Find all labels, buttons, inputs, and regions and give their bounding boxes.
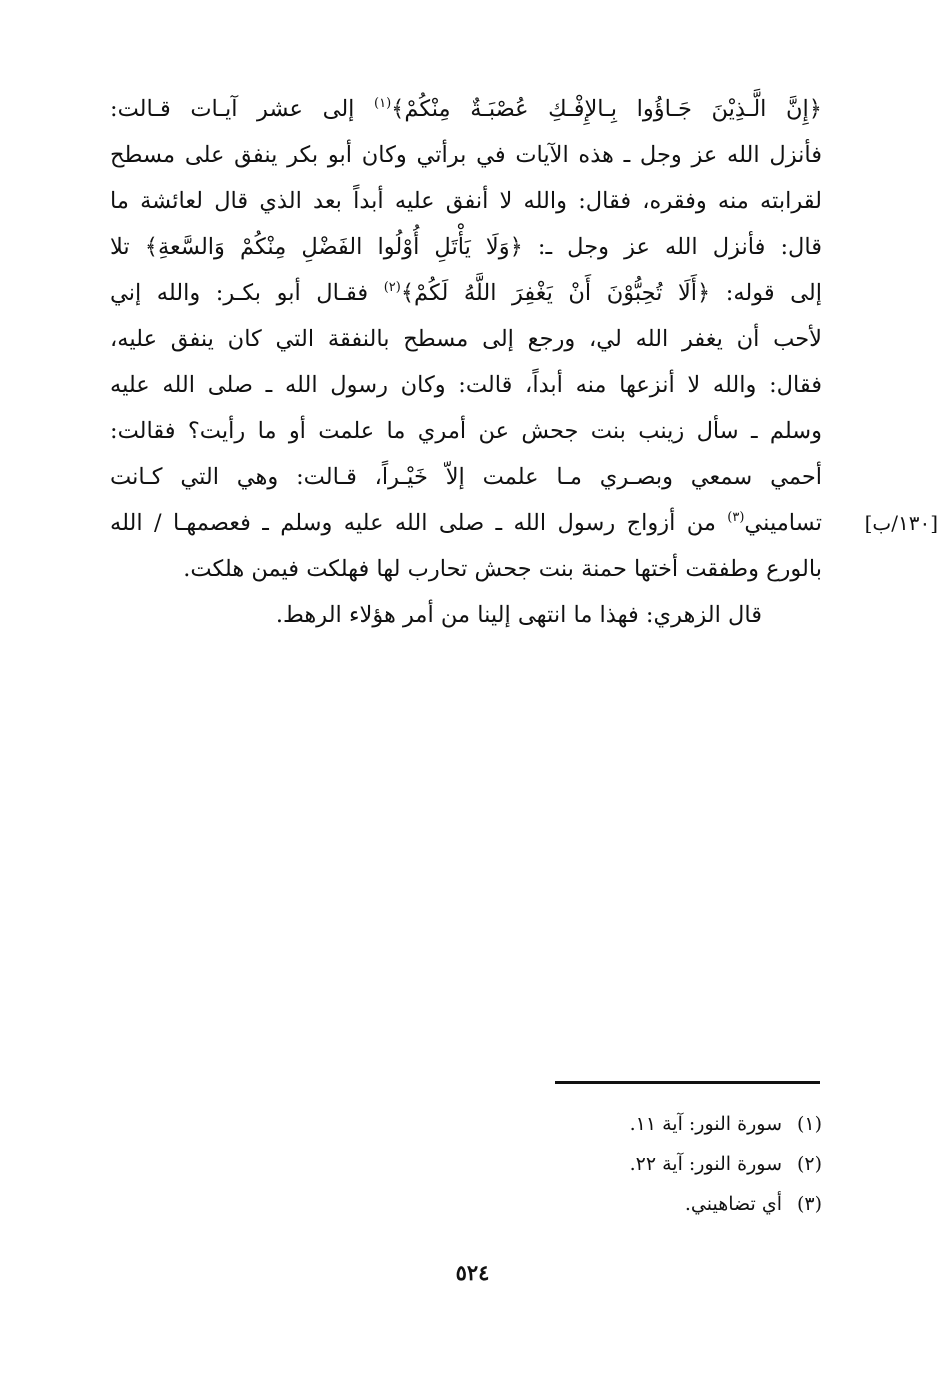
footnote-1-number: (١): [796, 1113, 822, 1135]
text-line-11: بالورع وطفقت أختها حمنة بنت جحش تحارب لها فهلكت فيمن هلكت.: [183, 556, 822, 582]
footnote-2-text: سورة النور: آية ٢٢.: [629, 1153, 782, 1175]
text-line-10-head: تساميني: [744, 510, 822, 536]
footnotes-block: [300, 1104, 822, 1224]
text-line-1-tail: إلى عشر آيـات قـالت:: [110, 96, 375, 122]
text-line-7: فقال: والله لا أنزعها منه أبداً، قالت: وكان رسول الله ـ صلى الله عليه: [110, 372, 822, 398]
main-text-block: [110, 86, 822, 638]
footnote-3-number: (٣): [796, 1193, 822, 1215]
manuscript-folio-marker: [١٣٠/ب]: [864, 511, 938, 535]
text-line-5: [110, 270, 822, 316]
footnote-ref-3: (٣): [727, 510, 745, 525]
footnote-2-number: (٢): [796, 1153, 822, 1175]
footnote-3-text: أي تضاهيني.: [684, 1193, 782, 1215]
text-line-10: [110, 500, 822, 546]
text-line-1: [110, 86, 822, 132]
footnote-2: [300, 1144, 822, 1184]
footnote-1-text: سورة النور: آية ١١.: [629, 1113, 782, 1135]
text-line-3: لقرابته منه وفقره، فقال: والله لا أنفق عليه أبداً بعد الذي قال لعائشة ما: [110, 188, 822, 214]
page-number: ٥٢٤: [455, 1260, 490, 1285]
text-line-8: وسلم ـ سأل زينب بنت جحش عن أمري ما علمت أو ما رأيت؟ فقالت:: [110, 418, 822, 444]
footnote-ref-2: (٢): [383, 280, 401, 295]
text-line-4: قال: فأنزل الله عز وجل ـ: ﴿وَلَا يَأْتَلِ أُوْلُوا الفَضْلِ مِنْكُمْ وَالسَّعةِ﴾ تلا: [110, 234, 822, 260]
footnote-ref-1: (١): [374, 96, 392, 111]
quran-quote-1: ﴿إِنَّ الَّـذِيْنَ جَـاؤُوا بِـالإِفْـكِ عُصْبَـةٌ مِنْكُمْ﴾: [391, 96, 822, 122]
footnote-3: [300, 1184, 822, 1224]
text-line-2: فأنزل الله عز وجل ـ هذه الآيات في برأتي وكان أبو بكر ينفق على مسطح: [110, 142, 822, 168]
text-line-12: قال الزهري: فهذا ما انتهى إلينا من أمر هؤلاء الرهط.: [275, 602, 762, 628]
text-line-6: لأحب أن يغفر الله لي، ورجع إلى مسطح بالنفقة التي كان ينفق عليه،: [110, 326, 822, 352]
text-line-9: أحمي سمعي وبصـري مـا علمت إلاّ خَيْـراً، قـالت: وهي التي كـانت: [110, 464, 822, 490]
footnote-1: [300, 1104, 822, 1144]
footnote-separator-rule: [555, 1081, 820, 1084]
text-line-5-tail: فقـال أبو بكـر: والله إني: [110, 280, 384, 306]
quran-quote-2: إلى قوله: ﴿أَلَا تُحِبُّوْنَ أَنْ يَغْفِرَ اللَّهُ لَكُمْ﴾: [400, 280, 822, 306]
text-line-10-tail: من أزواج رسول الله ـ صلى الله عليه وسلم ـ فعصمهـا / الله: [110, 510, 728, 536]
